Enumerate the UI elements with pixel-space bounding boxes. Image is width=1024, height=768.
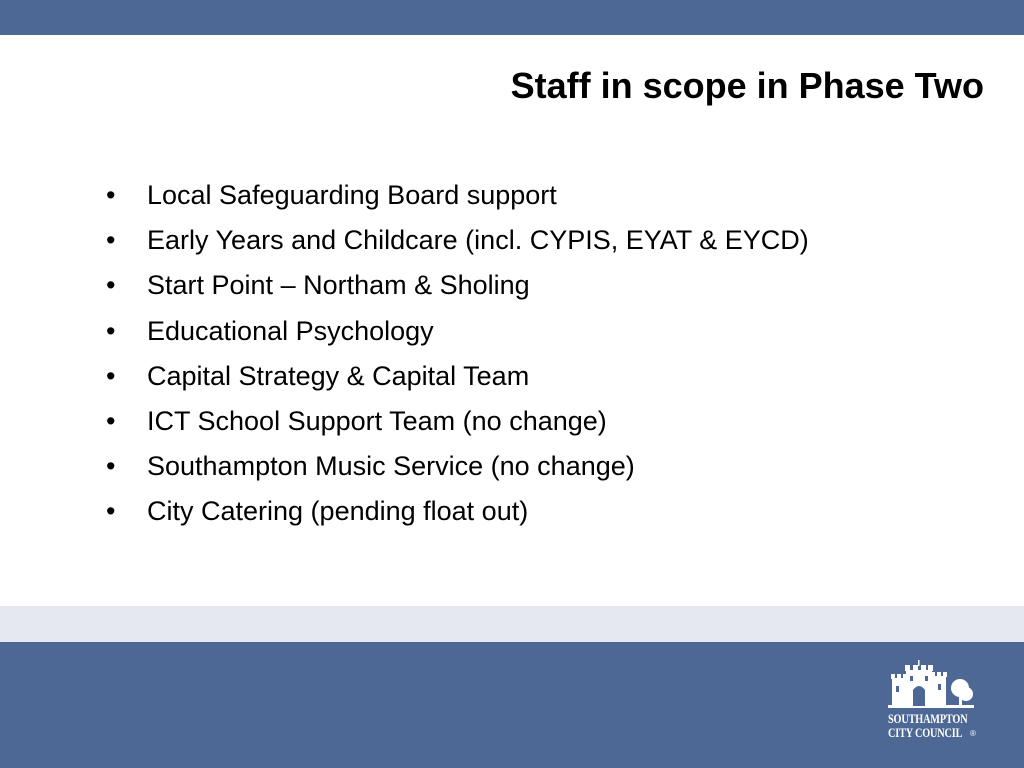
bullet-icon: • [106,315,116,346]
list-item [106,173,809,218]
list-item-text: Start Point – Northam & Sholing [147,270,530,301]
bullet-icon: • [106,270,116,301]
list-item-text: Local Safeguarding Board support [147,180,557,210]
list-item [106,444,809,489]
list-item [106,354,809,399]
logo-text-line2: CITY COUNCIL [888,726,963,740]
council-logo [880,660,990,750]
list-item [106,218,809,263]
bullet-icon: • [106,405,116,436]
list-item-text: Early Years and Childcare (incl. CYPIS, EYAT & EYCD) [147,225,809,256]
footer-light-band [0,606,1024,642]
registered-mark: ® [970,729,976,738]
list-item-text: Southampton Music Service (no change) [147,451,635,482]
bullet-icon: • [106,225,116,256]
bullet-icon: • [106,180,116,210]
bullet-icon: • [106,360,116,391]
list-item-text: ICT School Support Team (no change) [147,405,607,436]
footer-bar [0,642,1024,768]
list-item-text: Capital Strategy & Capital Team [147,360,530,391]
slide-title: Staff in scope in Phase Two [510,65,984,106]
list-item [106,309,809,354]
list-item [106,263,809,308]
list-item-text: Educational Psychology [147,315,434,346]
castle-gate-icon [880,660,990,712]
bullet-icon: • [106,496,116,527]
bullet-list [106,173,809,535]
list-item [106,399,809,444]
top-header-bar [0,0,1024,35]
logo-text-line1: SOUTHAMPTON [888,712,968,726]
list-item-text: City Catering (pending float out) [147,496,529,527]
list-item [106,489,809,534]
bullet-icon: • [106,451,116,482]
